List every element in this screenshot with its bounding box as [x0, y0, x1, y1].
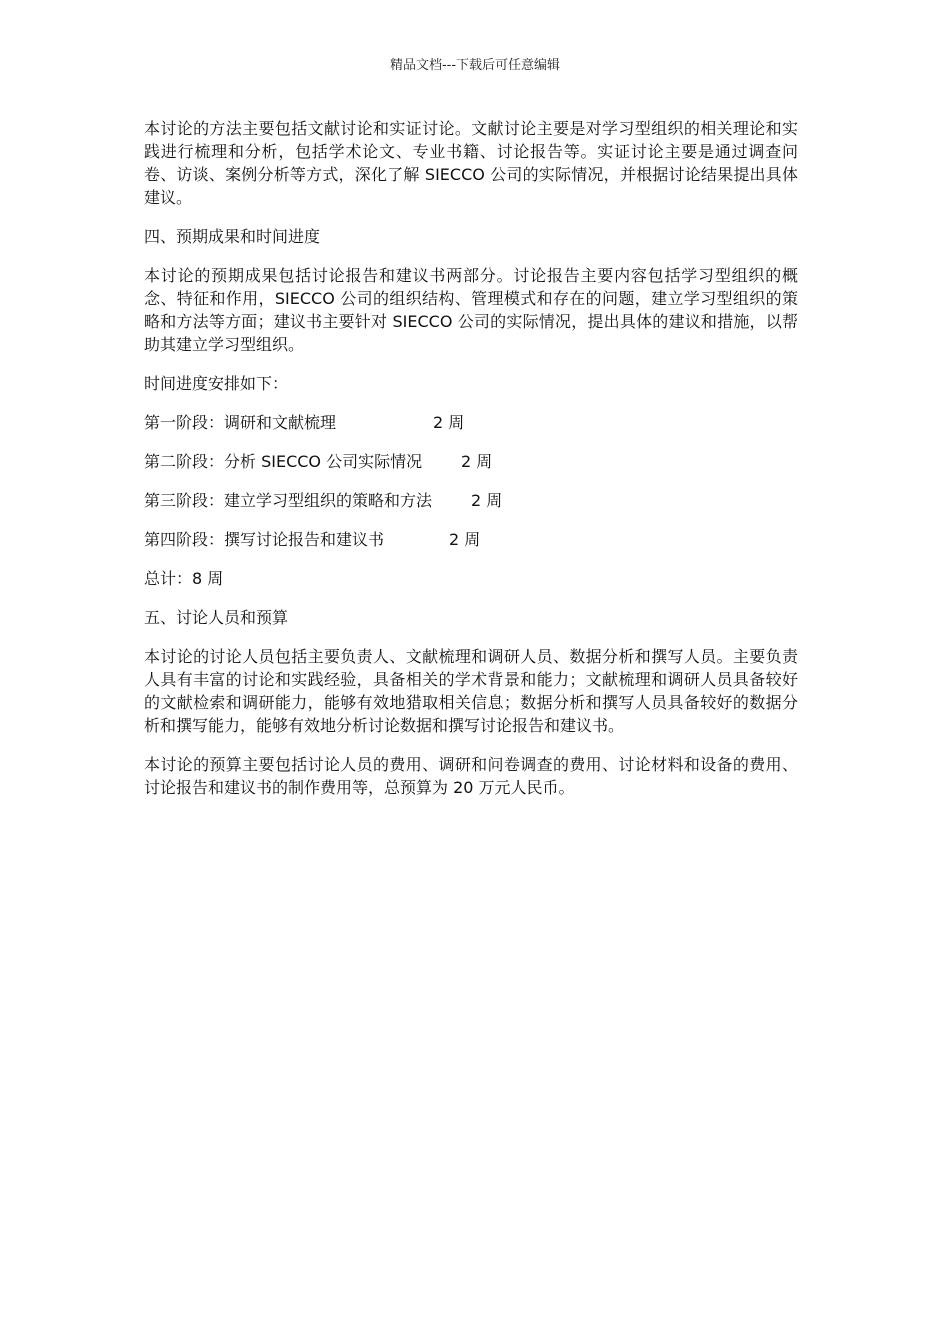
schedule-intro: 时间进度安排如下： [144, 374, 289, 393]
outcomes-paragraph: 本讨论的预期成果包括讨论报告和建议书两部分。讨论报告主要内容包括学习型组织的概念、特征和作用，SIECCO 公司的组织结构、管理模式和存在的问题，建立学习型组织的策略和方法等方面；建议书主要针对 SIECCO 公司的实际情况，提出具体的建议和措施，以帮助其建立学习型组织。 [144, 266, 798, 354]
schedule-weeks: 2 周 [471, 491, 503, 510]
page-header: 精品文档---下载后可任意编辑 [389, 58, 561, 73]
section-heading-outcomes: 四、预期成果和时间进度 [144, 227, 321, 246]
schedule-row [144, 489, 798, 512]
budget-paragraph: 本讨论的预算主要包括讨论人员的费用、调研和问卷调查的费用、讨论材料和设备的费用、讨论报告和建议书的制作费用等，总预算为 20 万元人民币。 [144, 755, 798, 797]
section-heading-staff: 五、讨论人员和预算 [144, 608, 289, 627]
schedule-total: 总计：8 周 [144, 569, 224, 588]
document-body [144, 117, 798, 815]
schedule-row [144, 528, 798, 551]
schedule-stage: 第一阶段：调研和文献梳理 [144, 413, 337, 432]
staff-paragraph: 本讨论的讨论人员包括主要负责人、文献梳理和调研人员、数据分析和撰写人员。主要负责人具有丰富的讨论和实践经验，具备相关的学术背景和能力；文献梳理和调研人员具备较好的文献检索和调研能力，能够有效地猎取相关信息；数据分析和撰写人员具备较好的数据分析和撰写能力，能够有效地分析讨论数据和撰写讨论报告和建议书。 [144, 647, 798, 735]
schedule-weeks: 2 周 [433, 413, 465, 432]
schedule-stage: 第四阶段：撰写讨论报告和建议书 [144, 530, 385, 549]
schedule-stage: 第三阶段：建立学习型组织的策略和方法 [144, 491, 433, 510]
schedule-stage: 第二阶段：分析 SIECCO 公司实际情况 [144, 452, 423, 471]
schedule-weeks: 2 周 [449, 530, 481, 549]
schedule-row [144, 450, 798, 473]
methods-paragraph: 本讨论的方法主要包括文献讨论和实证讨论。文献讨论主要是对学习型组织的相关理论和实践进行梳理和分析，包括学术论文、专业书籍、讨论报告等。实证讨论主要是通过调查问卷、访谈、案例分析等方式，深化了解 SIECCO 公司的实际情况，并根据讨论结果提出具体建议。 [144, 119, 798, 207]
schedule-weeks: 2 周 [461, 452, 493, 471]
schedule-row [144, 411, 798, 434]
